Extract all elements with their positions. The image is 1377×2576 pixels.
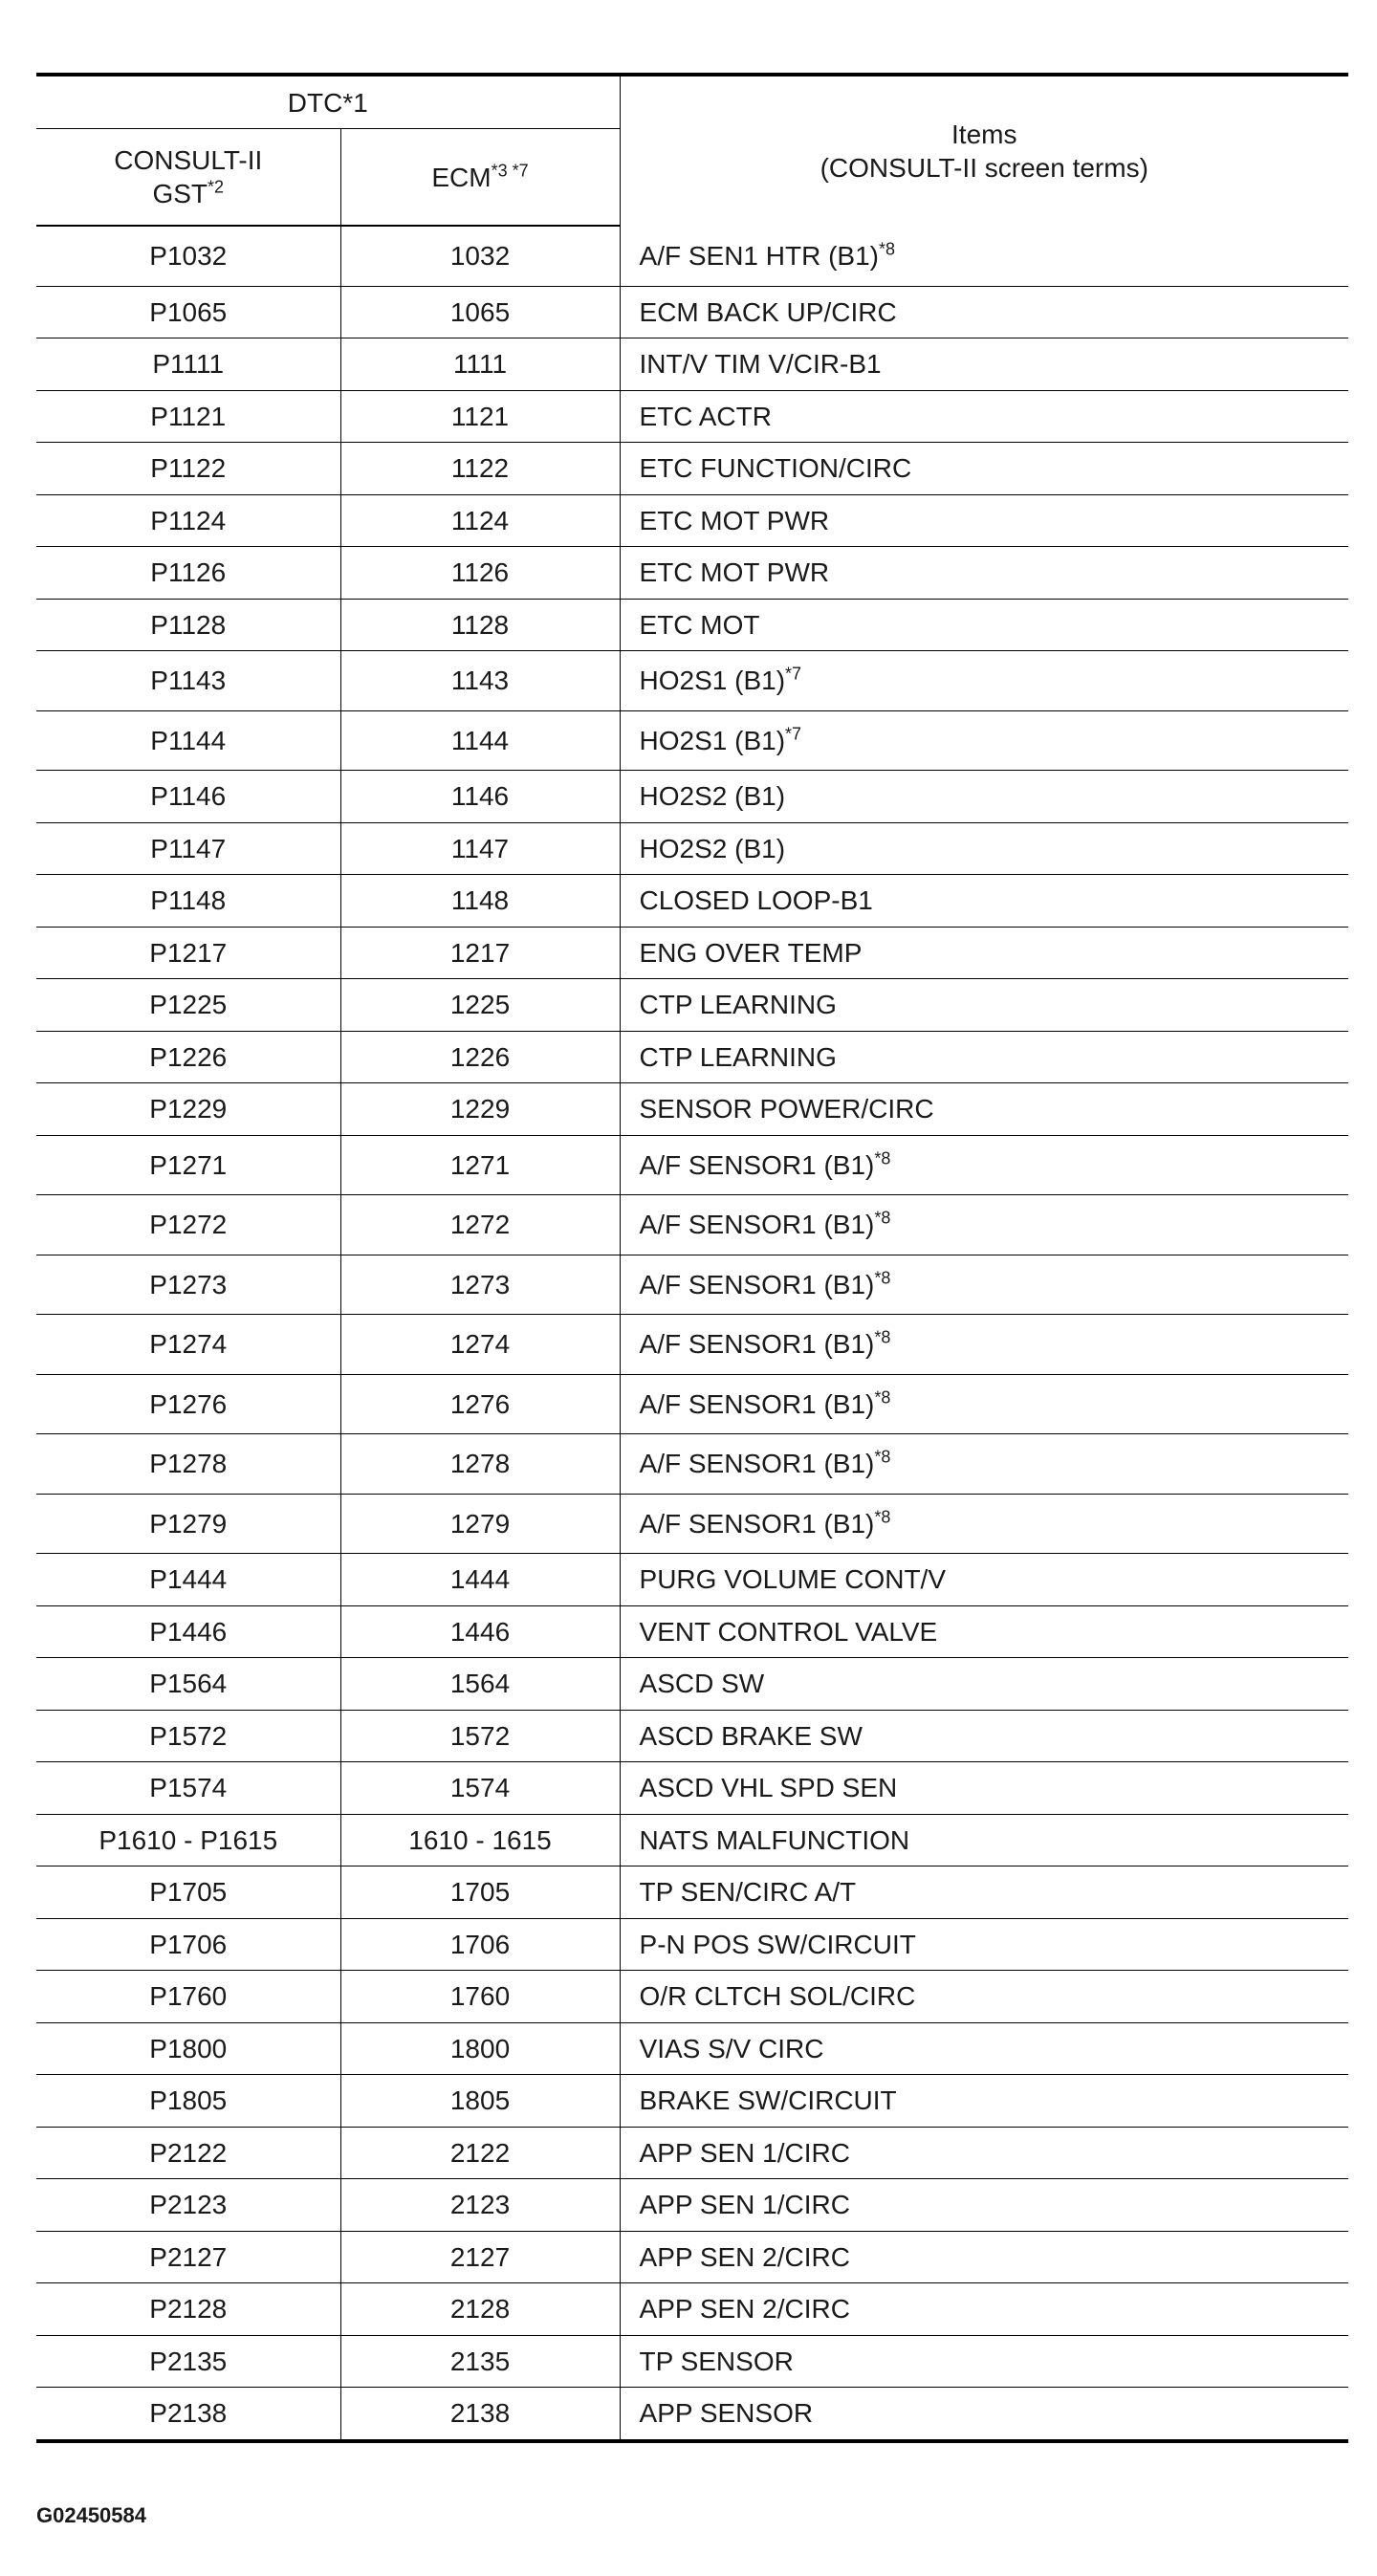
item-text: APP SEN 1/CIRC (639, 2190, 850, 2220)
item-text: ETC MOT PWR (639, 557, 830, 588)
item-term (620, 390, 1348, 443)
item-text: ECM BACK UP/CIRC (639, 296, 897, 327)
item-term (620, 710, 1348, 771)
ecm-code: 1143 (340, 651, 620, 711)
ecm-code: 1279 (340, 1494, 620, 1554)
item-term (620, 1374, 1348, 1434)
table-row (36, 1658, 1348, 1711)
item-term (620, 1918, 1348, 1971)
consult-gst-header (36, 129, 340, 227)
item-term (620, 1494, 1348, 1554)
table-row (36, 2388, 1348, 2441)
ecm-code: 1276 (340, 1374, 620, 1434)
item-text: A/F SENSOR1 (B1) (639, 1508, 875, 1539)
ecm-code: 1705 (340, 1867, 620, 1919)
ecm-code: 1065 (340, 286, 620, 338)
item-term (620, 1814, 1348, 1867)
table-row (36, 875, 1348, 928)
table-row (36, 771, 1348, 823)
consult-header-line1: CONSULT-II (114, 145, 263, 175)
item-footnote: *7 (785, 724, 802, 744)
consult-gst-code: P1272 (36, 1195, 340, 1255)
table-row (36, 1135, 1348, 1195)
ecm-code: 1147 (340, 822, 620, 875)
item-text: APP SEN 2/CIRC (639, 2294, 850, 2325)
item-text: ASCD BRAKE SW (639, 1720, 863, 1751)
item-text: P-N POS SW/CIRCUIT (639, 1929, 916, 1959)
item-term (620, 2022, 1348, 2075)
item-text: ETC MOT PWR (639, 505, 830, 535)
item-footnote: *8 (874, 1507, 891, 1527)
consult-gst-code: P1111 (36, 338, 340, 391)
item-term (620, 1554, 1348, 1606)
consult-gst-code: P1124 (36, 494, 340, 547)
ecm-header: $ECM^{*3 *7}$ (340, 129, 620, 227)
item-text: A/F SENSOR1 (B1) (639, 1449, 875, 1479)
ecm-code: 1032 (340, 226, 620, 286)
item-term (620, 1315, 1348, 1375)
item-term (620, 1434, 1348, 1495)
ecm-code: 1274 (340, 1315, 620, 1375)
item-text: BRAKE SW/CIRCUIT (639, 2085, 897, 2116)
item-term (620, 1031, 1348, 1083)
ecm-code: 1146 (340, 771, 620, 823)
item-text: APP SENSOR (639, 2398, 814, 2429)
ecm-code: 1229 (340, 1083, 620, 1136)
table-header (36, 75, 1348, 226)
consult-gst-code: P2135 (36, 2335, 340, 2388)
item-term (620, 2335, 1348, 2388)
item-text: HO2S1 (B1) (639, 725, 786, 755)
item-text: INT/V TIM V/CIR-B1 (639, 349, 882, 380)
consult-gst-code: P1065 (36, 286, 340, 338)
table-row (36, 1918, 1348, 1971)
table-row (36, 1814, 1348, 1867)
table-row (36, 651, 1348, 711)
ecm-code: 2128 (340, 2283, 620, 2336)
header-row-top (36, 75, 1348, 129)
ecm-code: 2138 (340, 2388, 620, 2441)
ecm-code: 1226 (340, 1031, 620, 1083)
item-text: ASCD SW (639, 1669, 765, 1699)
consult-gst-code: P1279 (36, 1494, 340, 1554)
item-term (620, 1658, 1348, 1711)
item-term (620, 822, 1348, 875)
item-text: ETC FUNCTION/CIRC (639, 453, 912, 484)
table-row (36, 338, 1348, 391)
ecm-code: 1126 (340, 547, 620, 600)
table-row (36, 1710, 1348, 1762)
ecm-code: 1225 (340, 979, 620, 1032)
table-row (36, 927, 1348, 979)
consult-gst-code: P1126 (36, 547, 340, 600)
table-row (36, 286, 1348, 338)
item-term (620, 1867, 1348, 1919)
item-text: HO2S2 (B1) (639, 833, 786, 863)
table-row (36, 2179, 1348, 2232)
table-row (36, 979, 1348, 1032)
item-term (620, 2388, 1348, 2441)
consult-gst-code: P1610 - P1615 (36, 1814, 340, 1867)
item-text: A/F SENSOR1 (B1) (639, 1210, 875, 1240)
consult-gst-code: P1143 (36, 651, 340, 711)
item-footnote: *8 (874, 1268, 891, 1288)
item-text: APP SEN 1/CIRC (639, 2137, 850, 2168)
dtc-header: DTC*1 (36, 75, 620, 129)
item-term (620, 927, 1348, 979)
item-term (620, 2283, 1348, 2336)
table-row (36, 1867, 1348, 1919)
item-text: CTP LEARNING (639, 1041, 837, 1072)
consult-gst-code: P2122 (36, 2127, 340, 2179)
table-row (36, 1374, 1348, 1434)
consult-gst-code: P1805 (36, 2075, 340, 2128)
item-text: CTP LEARNING (639, 990, 837, 1020)
ecm-code: 1144 (340, 710, 620, 771)
consult-gst-code: P2128 (36, 2283, 340, 2336)
consult-gst-code: P1273 (36, 1255, 340, 1315)
consult-gst-code: P1800 (36, 2022, 340, 2075)
table-row (36, 2335, 1348, 2388)
consult-gst-code: P1574 (36, 1762, 340, 1815)
ecm-code: 1124 (340, 494, 620, 547)
ecm-code: 1444 (340, 1554, 620, 1606)
item-term (620, 286, 1348, 338)
table-row (36, 547, 1348, 600)
ecm-code: 1706 (340, 1918, 620, 1971)
item-term (620, 1083, 1348, 1136)
item-footnote: *8 (874, 1148, 891, 1168)
table-row (36, 2075, 1348, 2128)
consult-gst-code: P1446 (36, 1605, 340, 1658)
table-row (36, 390, 1348, 443)
ecm-code: 1122 (340, 443, 620, 495)
item-term (620, 1195, 1348, 1255)
consult-gst-code: P1276 (36, 1374, 340, 1434)
ecm-code: 1805 (340, 2075, 620, 2128)
consult-gst-code: P1278 (36, 1434, 340, 1495)
ecm-footnote: *3 *7 (491, 161, 529, 181)
ecm-code: 1273 (340, 1255, 620, 1315)
item-text: CLOSED LOOP-B1 (639, 885, 873, 916)
consult-gst-code: P1148 (36, 875, 340, 928)
ecm-code: 1760 (340, 1971, 620, 2023)
consult-gst-code: P1225 (36, 979, 340, 1032)
item-text: TP SEN/CIRC A/T (639, 1877, 857, 1908)
item-footnote: *8 (874, 1447, 891, 1467)
table-row (36, 2022, 1348, 2075)
item-term (620, 771, 1348, 823)
gst-footnote: *2 (208, 177, 225, 197)
table-row (36, 1195, 1348, 1255)
item-term (620, 226, 1348, 286)
items-header (620, 75, 1348, 226)
consult-gst-code: P1032 (36, 226, 340, 286)
item-term (620, 2231, 1348, 2283)
item-term (620, 2179, 1348, 2232)
items-header-line2: (CONSULT-II screen terms) (820, 153, 1148, 183)
item-term (620, 2127, 1348, 2179)
item-term (620, 1971, 1348, 2023)
consult-gst-code: P2138 (36, 2388, 340, 2441)
consult-gst-code: P1121 (36, 390, 340, 443)
table-row (36, 1494, 1348, 1554)
consult-gst-code: P1572 (36, 1710, 340, 1762)
consult-gst-code: P1274 (36, 1315, 340, 1375)
item-text: A/F SENSOR1 (B1) (639, 1149, 875, 1180)
ecm-code: 2123 (340, 2179, 620, 2232)
item-term (620, 547, 1348, 600)
dtc-footnote: *1 (342, 87, 368, 118)
consult-gst-code: P1144 (36, 710, 340, 771)
ecm-code: 1610 - 1615 (340, 1814, 620, 1867)
figure-id: G02450584 (36, 2503, 146, 2527)
consult-gst-code: P1147 (36, 822, 340, 875)
table-row (36, 2231, 1348, 2283)
ecm-code: 2127 (340, 2231, 620, 2283)
ecm-code: 1271 (340, 1135, 620, 1195)
item-term (620, 443, 1348, 495)
table-row (36, 1031, 1348, 1083)
ecm-code: 1128 (340, 599, 620, 651)
ecm-code: 1564 (340, 1658, 620, 1711)
table-row (36, 1255, 1348, 1315)
item-text: TP SENSOR (639, 2346, 794, 2376)
ecm-code: 1121 (340, 390, 620, 443)
consult-gst-code: P1705 (36, 1867, 340, 1919)
item-text: A/F SENSOR1 (B1) (639, 1269, 875, 1299)
ecm-code: 1800 (340, 2022, 620, 2075)
consult-gst-code: P1217 (36, 927, 340, 979)
ecm-code: 1572 (340, 1710, 620, 1762)
item-text: APP SEN 2/CIRC (639, 2241, 850, 2272)
consult-gst-code: P1706 (36, 1918, 340, 1971)
item-term (620, 1255, 1348, 1315)
item-text: HO2S2 (B1) (639, 781, 786, 812)
item-term (620, 979, 1348, 1032)
items-header-line1: Items (951, 120, 1017, 149)
item-text: ETC MOT (639, 609, 760, 640)
consult-gst-code: P2127 (36, 2231, 340, 2283)
ecm-code: 1574 (340, 1762, 620, 1815)
item-text: A/F SENSOR1 (B1) (639, 1388, 875, 1419)
dtc-table (36, 73, 1348, 2443)
table-row (36, 822, 1348, 875)
item-footnote: *8 (874, 1327, 891, 1347)
item-term (620, 599, 1348, 651)
table-row (36, 1605, 1348, 1658)
table-row (36, 494, 1348, 547)
item-text: ENG OVER TEMP (639, 937, 863, 968)
consult-gst-code: P1564 (36, 1658, 340, 1711)
item-text: ETC ACTR (639, 401, 772, 431)
gst-header-line2: GST$^{*2}$ (152, 177, 225, 208)
item-text: A/F SENSOR1 (B1) (639, 1329, 875, 1360)
ecm-code: 1272 (340, 1195, 620, 1255)
ecm-code: 1446 (340, 1605, 620, 1658)
ecm-code: 1278 (340, 1434, 620, 1495)
consult-gst-code: P1128 (36, 599, 340, 651)
consult-gst-code: P1146 (36, 771, 340, 823)
ecm-code: 2122 (340, 2127, 620, 2179)
consult-gst-code: P1226 (36, 1031, 340, 1083)
table-row (36, 1971, 1348, 2023)
table-row (36, 1083, 1348, 1136)
item-text: HO2S1 (B1) (639, 666, 786, 696)
item-term (620, 1710, 1348, 1762)
item-term (620, 2075, 1348, 2128)
table-body (36, 226, 1348, 2441)
table-row (36, 1315, 1348, 1375)
table-row (36, 1554, 1348, 1606)
consult-gst-code: P1229 (36, 1083, 340, 1136)
consult-gst-code: P1271 (36, 1135, 340, 1195)
table-row (36, 2283, 1348, 2336)
table-row (36, 1434, 1348, 1495)
item-text: PURG VOLUME CONT/V (639, 1564, 946, 1595)
item-text: A/F SEN1 HTR (B1) (639, 240, 879, 271)
item-text: ASCD VHL SPD SEN (639, 1773, 898, 1803)
consult-gst-code: P1122 (36, 443, 340, 495)
item-text: VENT CONTROL VALVE (639, 1616, 938, 1647)
table-row (36, 443, 1348, 495)
ecm-code: 1111 (340, 338, 620, 391)
item-term (620, 1762, 1348, 1815)
ecm-code: 1217 (340, 927, 620, 979)
table-row (36, 226, 1348, 286)
item-term (620, 338, 1348, 391)
table-row (36, 1762, 1348, 1815)
table-row (36, 2127, 1348, 2179)
item-text: SENSOR POWER/CIRC (639, 1094, 934, 1124)
item-term (620, 1605, 1348, 1658)
consult-gst-code: P1444 (36, 1554, 340, 1606)
ecm-code: 2135 (340, 2335, 620, 2388)
item-term (620, 651, 1348, 711)
item-footnote: *8 (874, 1208, 891, 1228)
consult-gst-code: P2123 (36, 2179, 340, 2232)
item-footnote: *8 (874, 1387, 891, 1408)
item-term (620, 494, 1348, 547)
consult-gst-code: P1760 (36, 1971, 340, 2023)
ecm-code: 1148 (340, 875, 620, 928)
item-text: NATS MALFUNCTION (639, 1824, 910, 1855)
table-row (36, 599, 1348, 651)
item-text: VIAS S/V CIRC (639, 2033, 824, 2063)
item-text: O/R CLTCH SOL/CIRC (639, 1981, 916, 2012)
item-term (620, 875, 1348, 928)
table-row (36, 710, 1348, 771)
item-footnote: *8 (879, 239, 896, 259)
item-footnote: *7 (785, 664, 802, 684)
item-term (620, 1135, 1348, 1195)
